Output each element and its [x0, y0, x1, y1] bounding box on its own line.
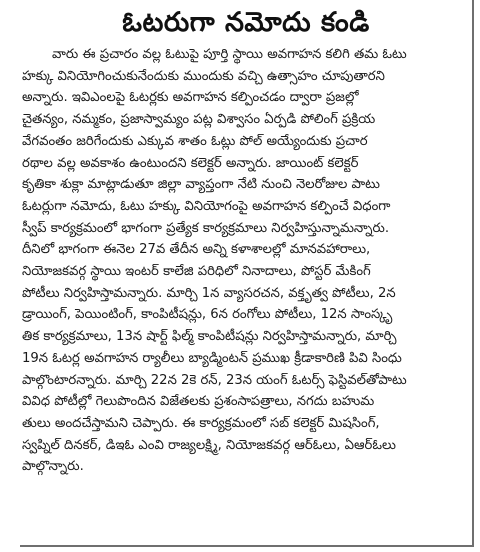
- article-line: 19న ఓటర్ల అవగాహన ర్యాలీలు బ్యాడ్మింటన్ ప్రముఖ క్రీడాకారిణి పివి సింధు: [22, 350, 402, 366]
- article-line: తులు అందచేస్తామని చెప్పారు. ఈ కార్యక్రమంలో సబ్ కలెక్టర్ మిషసింగ్,: [22, 415, 380, 431]
- article-line: హక్కు వినియోగించుకునేందుకు ముందుకు వచ్చి ఉత్సాహం చూపుతారని: [22, 68, 385, 84]
- article-line: వారు ఈ ప్రచారం వల్ల ఓటుపై పూర్తి స్థాయి అవగాహన కలిగి తమ ఓటు: [52, 47, 407, 62]
- article-line: అన్నారు. ఇవిఎంలపై ఓటర్లకు అవగాహన కల్పించడం ద్వారా ప్రజల్లో: [22, 90, 359, 106]
- article-line: వేగవంతం జరిగేందుకు ఎక్కువ శాతం ఓట్లు పోల్ అయ్యేందుకు ప్రచార: [22, 133, 368, 149]
- article-line: నియోజకవర్గ స్థాయి ఇంటర్ కాలేజి పరిధిలో నినాదాలు, పోస్టర్ మేకింగ్: [22, 264, 371, 280]
- article-line: కృతికా శుక్లా మాట్లాడుతూ జిల్లా వ్యాప్తంగా నేటి నుంచి నెలరోజుల పాటు: [22, 177, 380, 193]
- article-line: స్వీప్ కార్యక్రమంలో భాగంగా ప్రత్యేక కార్యక్రమాలు నిర్వహిస్తున్నామన్నారు.: [22, 220, 390, 236]
- article-body: [20, 44, 472, 478]
- article-headline: ఓటరుగా నమోదు కండి: [122, 7, 370, 38]
- article-line: వివిధ పోటీల్లో గెలుపొందిన విజేతలకు ప్రశంసాపత్రాలు, నగదు బహుమ: [22, 394, 375, 410]
- article-line: ఓటర్లుగా నమోదు, ఓటు హక్కు వినియోగంపై అవగాహన కల్పించే విధంగా: [22, 198, 391, 214]
- newspaper-clipping: [20, 0, 474, 547]
- article-line: దీనిలో భాగంగా ఈనెల 27వ తేదీన అన్ని కళాశాలల్లో మానవహారాలు,: [22, 242, 371, 258]
- article-line: స్వప్నిల్ దినకర్, డిఇఓ ఎంవి రాజ్యలక్ష్మి, నియోజకవర్గ ఆర్‌ఓలు, ఏఆర్‌ఓలు: [22, 437, 396, 453]
- article-line: చైతన్యం, నమ్మకం, ప్రజాస్వామ్యం పట్ల విశ్వాసం ఏర్పడి పోలింగ్ ప్రక్రియ: [22, 112, 376, 128]
- article-line: తిక కార్యక్రమాలు, 13న షార్ట్ ఫిల్మ్ కాంపిటీషన్లు నిర్వహిస్తామన్నారు, మార్చి: [22, 329, 397, 345]
- article-line: రథాల వల్ల అవకాశం ఉంటుందని కలెక్టర్ అన్నారు. జాయింట్ కలెక్టర్: [22, 155, 359, 171]
- article-line: పాల్గొంటారన్నారు. మార్చి 22న 2కె రన్, 23న యంగ్ ఓటర్స్ ఫెస్టివల్‌తోపాటు: [22, 372, 407, 388]
- article-line: పోటీలు నిర్వహిస్తామన్నారు. మార్చి 1న వ్యాసరచన, వక్తృత్వ పోటీలు, 2న: [22, 285, 396, 301]
- article-line: పాల్గొన్నారు.: [22, 459, 84, 475]
- article-line: డ్రాయింగ్, పెయింటింగ్, కాంపిటీషన్లు, 6న రంగోలు పోటీలు, 12న సాంస్కృ: [22, 307, 393, 323]
